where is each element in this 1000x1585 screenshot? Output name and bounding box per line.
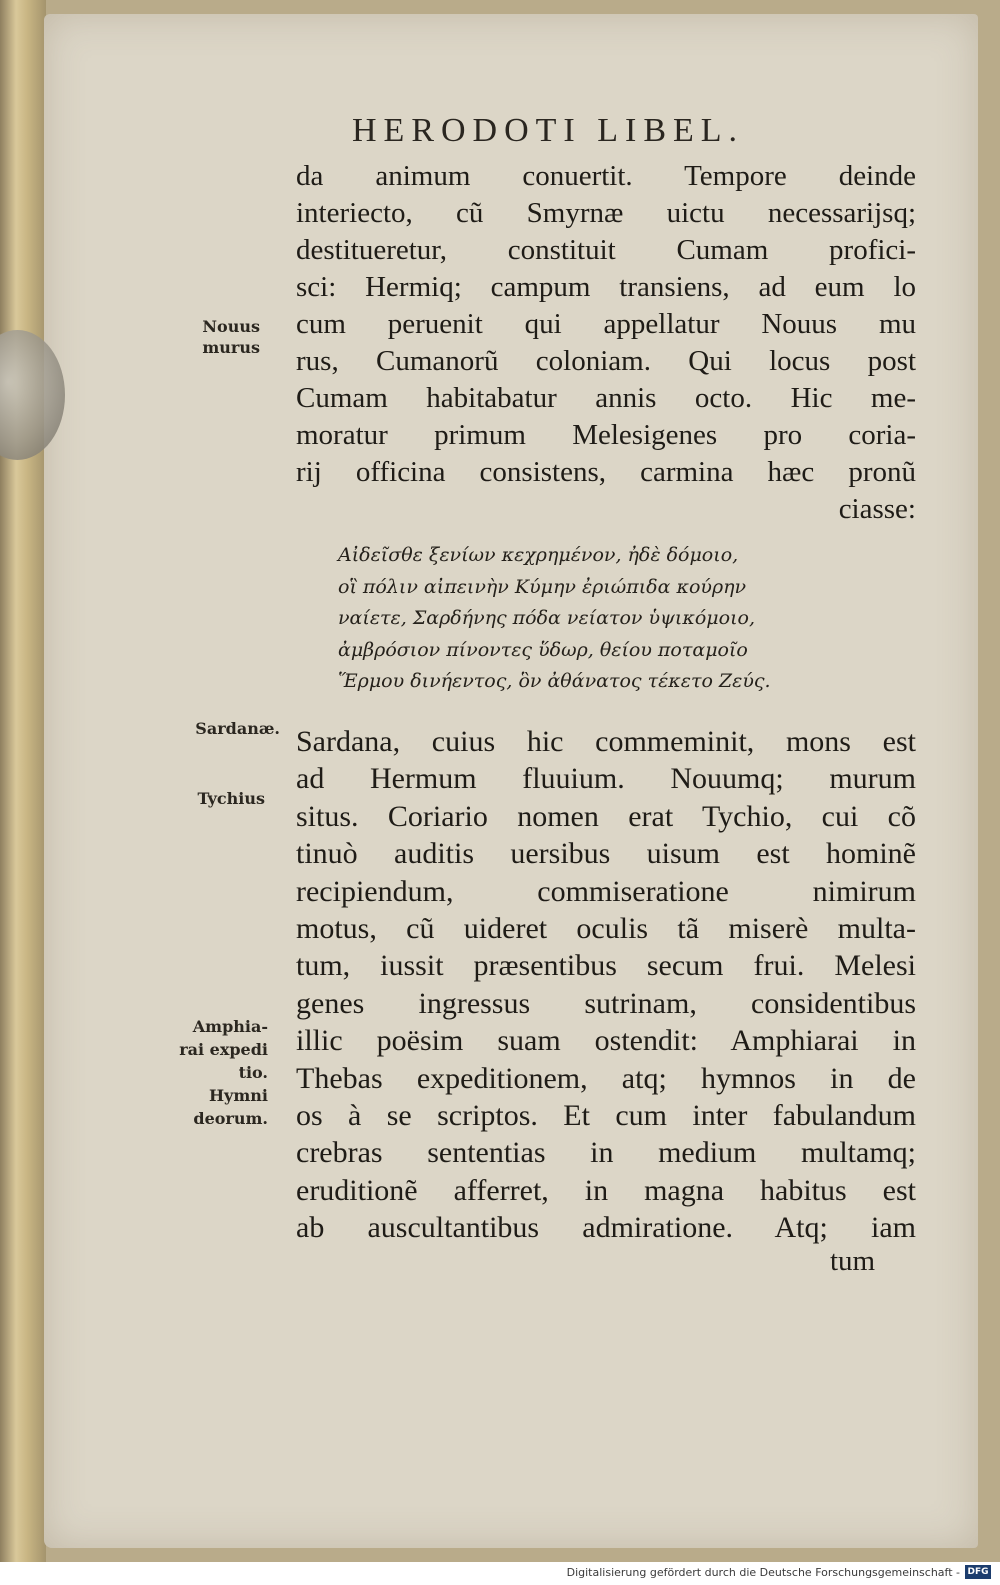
text-line: situs. Coriario nomen erat Tychio, cui cõ — [296, 799, 916, 833]
text-line: ciasse: — [838, 493, 916, 525]
text-line: genes ingressus sutrinam, considentibus — [296, 986, 916, 1020]
running-head: HERODOTI LIBEL. — [352, 112, 745, 149]
text-line: interiecto, cũ Smyrnæ uictu necessarijsq; — [296, 197, 916, 229]
margin-note-tychius — [145, 788, 265, 809]
text-line: rij officina consistens, carmina hæc pronũ — [296, 456, 916, 488]
text-line: ad Hermum fluuium. Nouumq; murum — [296, 762, 916, 796]
verse-line: Αἰδεῖσθε ξενίων κεχρημένον, ἠδὲ δόμοιο, — [338, 544, 739, 566]
text-line: da animum conuertit. Tempore deinde — [296, 160, 916, 192]
text-line: recipiendum, commiseratione nimirum — [296, 874, 916, 908]
margin-note-line: rai expedi — [179, 1040, 268, 1059]
margin-note-line: murus — [202, 338, 260, 357]
verse-line: ἀμβρόσιον πίνοντες ὕδωρ, θείου ποταμοῖο — [338, 638, 748, 661]
text-line: sci: Hermiq; campum transiens, ad eum lo — [296, 271, 916, 303]
text-line: illic poësim suam ostendit: Amphiarai in — [296, 1024, 916, 1058]
text-line: Thebas expeditionem, atq; hymnos in de — [296, 1061, 916, 1095]
margin-note-line: Nouus — [202, 317, 260, 336]
margin-note-line: deorum. — [193, 1109, 268, 1128]
text-line: Cumam habitabatur annis octo. Hic me- — [296, 382, 916, 414]
paragraph-2 — [296, 723, 916, 1247]
text-line: tinuò auditis uersibus uisum est hominẽ — [296, 837, 916, 871]
verse-line: ναίετε, Σαρδήνης πόδα νείατον ὑψικόμοιο, — [338, 607, 755, 629]
text-line: cum peruenit qui appellatur Nouus mu — [296, 308, 916, 340]
text-line: rus, Cumanorũ coloniam. Qui locus post — [296, 345, 916, 377]
book-binding-edge — [0, 0, 46, 1562]
dfg-logo-icon: DFG — [965, 1565, 991, 1579]
catchword: tum — [830, 1245, 876, 1277]
margin-note-amphiarai — [148, 1015, 268, 1130]
text-line: os à se scriptos. Et cum inter fabulandum — [296, 1099, 916, 1133]
margin-note-line: tio. — [238, 1063, 268, 1082]
text-line: tum, iussit præsentibus secum frui. Melesi — [296, 949, 916, 983]
margin-note-line: Tychius — [197, 789, 265, 808]
text-line: crebras sententias in medium multamq; — [296, 1136, 916, 1170]
margin-note-line: Hymni — [208, 1086, 268, 1105]
text-line: motus, cũ uideret oculis tã miserè multa- — [296, 912, 916, 946]
paragraph-1 — [296, 158, 916, 528]
margin-note-line: Sardanæ. — [195, 719, 280, 738]
margin-note-line: Amphia- — [192, 1017, 268, 1036]
margin-note-nouus-murus — [140, 316, 260, 358]
text-line: eruditionẽ afferret, in magna habitus est — [296, 1173, 916, 1207]
text-line: moratur primum Melesigenes pro coria- — [296, 419, 916, 451]
verse-line: οἳ πόλιν αἰπεινὴν Κύμην ἐριώπιδα κούρην — [338, 575, 747, 598]
text-line: ab auscultantibus admiratione. Atq; iam — [296, 1211, 916, 1245]
text-line: Sardana, cuius hic commeminit, mons est — [296, 725, 916, 758]
text-line: destitueretur, constituit Cumam profici- — [296, 234, 916, 266]
margin-note-sardanae — [160, 718, 280, 739]
footer-credit: Digitalisierung gefördert durch die Deutsche Forschungsgemeinschaft - — [566, 1566, 960, 1579]
verse-line: Ἕρμου δινήεντος, ὃν ἀθάνατος τέκετο Ζεύς. — [338, 670, 771, 692]
greek-verse — [338, 540, 798, 698]
